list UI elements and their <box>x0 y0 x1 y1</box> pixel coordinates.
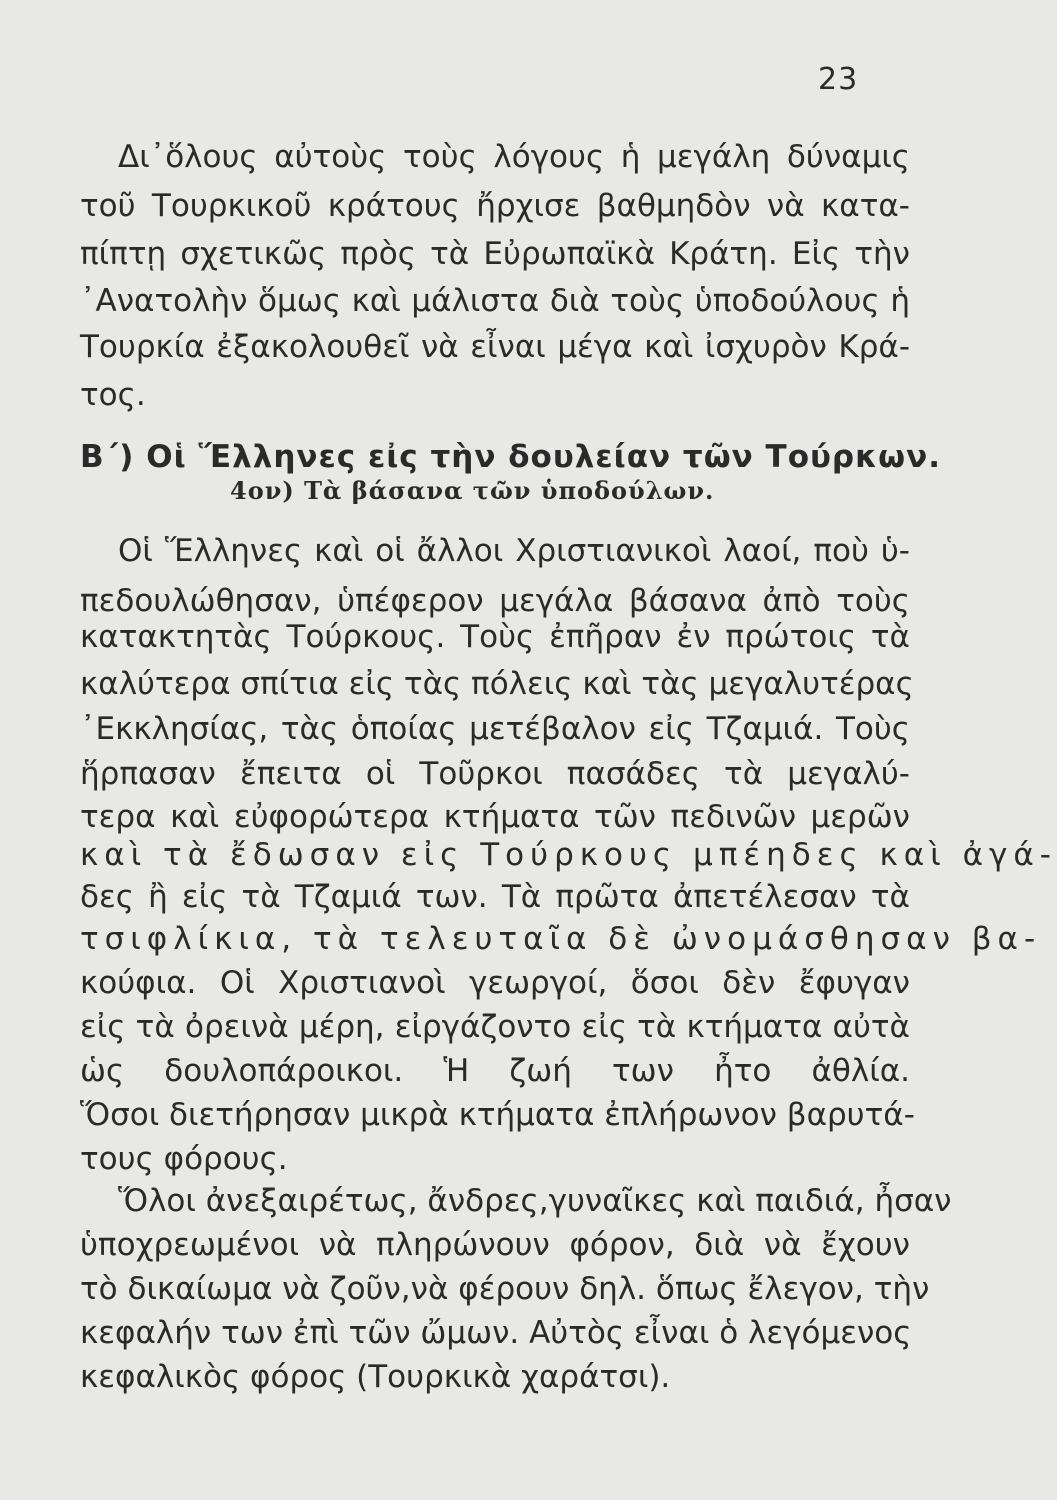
text-line: τους φόρους. <box>80 1141 288 1177</box>
text-line: κεφαλικὸς φόρος (Τουρκικὰ χαράτσι). <box>80 1359 671 1395</box>
text-line: τσιφλίκια, τὰ τελευταῖα δὲ ὠνομάσθησαν βα- <box>80 921 1042 957</box>
text-line: καλύτερα σπίτια εἰς τὰς πόλεις καὶ τὰς μεγαλυτέρας <box>80 666 914 702</box>
text-line: Ὅσοι διετήρησαν μικρὰ κτήματα ἐπλήρωνον βαρυτά- <box>80 1097 915 1133</box>
text-line: καὶ τὰ ἔδωσαν εἰς Τούρκους μπέηδες καὶ ἀγά- <box>80 837 1057 873</box>
text-line: ἥρπασαν ἔπειτα οἱ Τοῦρκοι πασάδες τὰ μεγαλύ- <box>80 756 910 792</box>
text-line: εἰς τὰ ὀρεινὰ μέρη, εἰργάζοντο εἰς τὰ κτήματα αὐτὰ <box>80 1009 910 1045</box>
text-line: τερα καὶ εὐφορώτερα κτήματα τῶν πεδινῶν μερῶν <box>80 799 910 835</box>
text-line: ὑποχρεωμένοι νὰ πληρώνουν φόρον, διὰ νὰ ἔχουν <box>80 1227 910 1263</box>
section-heading: Β΄) Οἱ Ἕλληνες εἰς τὴν δουλείαν τῶν Τούρκων. <box>80 439 941 475</box>
text-line: Τουρκία ἐξακολουθεῖ νὰ εἶναι μέγα καὶ ἰσχυρὸν Κρά- <box>80 329 910 365</box>
text-line: Οἱ Ἕλληνες καὶ οἱ ἄλλοι Χριστιανικοὶ λαοί, ποὺ ὑ- <box>118 533 910 569</box>
text-line: κούφια. Οἱ Χριστιανοὶ γεωργοί, ὅσοι δὲν ἔφυγαν <box>80 965 910 1001</box>
text-line: δες ἢ εἰς τὰ Τζαμιά των. Τὰ πρῶτα ἀπετέλεσαν τὰ <box>80 879 910 915</box>
text-line: κατακτητὰς Τούρκους. Τοὺς ἐπῆραν ἐν πρώτοις τὰ <box>80 619 910 655</box>
page-number: 23 <box>818 62 859 97</box>
text-line: πεδουλώθησαν, ὑπέφερον μεγάλα βάσανα ἀπὸ τοὺς <box>80 583 910 619</box>
text-line: πίπτῃ σχετικῶς πρὸς τὰ Εὐρωπαϊκὰ Κράτη. Εἰς τὴν <box>80 236 910 272</box>
text-line: τοῦ Τουρκικοῦ κράτους ἤρχισε βαθμηδὸν νὰ κατα- <box>80 188 910 224</box>
text-line: Δι᾽ὅλους αὐτοὺς τοὺς λόγους ἡ μεγάλη δύναμις <box>118 139 910 175</box>
text-line: ᾽Ανατολὴν ὅμως καὶ μάλιστα διὰ τοὺς ὑποδούλους ἡ <box>80 283 910 319</box>
subsection-heading: 4ον) Τὰ βάσανα τῶν ὑποδούλων. <box>230 476 715 505</box>
text-line: ᾽Εκκλησίας, τὰς ὁποίας μετέβαλον εἰς Τζαμιά. Τοὺς <box>80 711 910 747</box>
text-line: κεφαλήν των ἐπὶ τῶν ὤμων. Αὐτὸς εἶναι ὁ λεγόμενος <box>80 1315 912 1351</box>
text-line: Ὅλοι ἀνεξαιρέτως, ἄνδρες,γυναῖκες καὶ παιδιά, ἦσαν <box>118 1183 952 1219</box>
text-line: ὡς δουλοπάροικοι. Ἡ ζωή των ἦτο ἀθλία. <box>80 1053 910 1089</box>
text-line: τος. <box>80 377 146 413</box>
text-line: τὸ δικαίωμα νὰ ζοῦν,νὰ φέρουν δηλ. ὅπως ἔλεγον, τὴν <box>80 1271 930 1307</box>
